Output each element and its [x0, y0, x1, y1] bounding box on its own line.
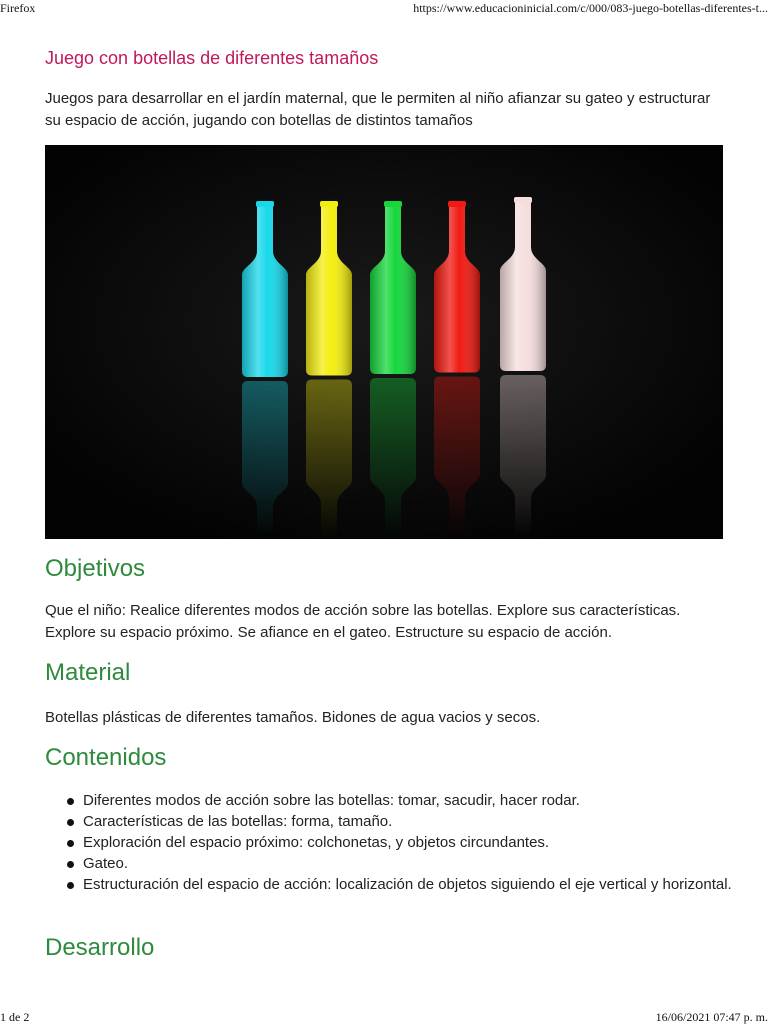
article-title: Juego con botellas de diferentes tamaños	[45, 48, 379, 68]
bottles-illustration	[45, 145, 723, 539]
print-header	[0, 1, 768, 17]
list-item: Características de las botellas: forma, tamaño.	[83, 811, 761, 832]
objetivos-text: Que el niño: Realice diferentes modos de acción sobre las botellas. Explore sus características. Explore su espacio próximo. Se afiance en el gateo. Estructure su espacio de acción.	[45, 602, 681, 641]
contenidos-list	[45, 790, 761, 895]
material-text: Botellas plásticas de diferentes tamaños. Bidones de agua vacios y secos.	[45, 709, 541, 726]
page-url: https://www.educacioninicial.com/c/000/083-juego-botellas-diferentes-t...	[413, 1, 768, 15]
list-item: Estructuración del espacio de acción: localización de objetos siguiendo el eje vertical y horizontal.	[83, 874, 761, 895]
list-item: Diferentes modos de acción sobre las botellas: tomar, sacudir, hacer rodar.	[83, 790, 761, 811]
browser-name: Firefox	[0, 1, 36, 15]
contenidos-heading: Contenidos	[45, 744, 167, 771]
print-datetime: 16/06/2021 07:47 p. m.	[655, 1010, 768, 1024]
material-heading: Material	[45, 659, 131, 686]
list-item: Exploración del espacio próximo: colchonetas, y objetos circundantes.	[83, 832, 761, 853]
list-item: Gateo.	[83, 853, 761, 874]
bottles-photo	[45, 145, 723, 539]
desarrollo-heading: Desarrollo	[45, 934, 155, 961]
article-intro: Juegos para desarrollar en el jardín maternal, que le permiten al niño afianzar su gateo y estructurar su espacio de acción, jugando con botellas de distintos tamaños	[45, 90, 711, 129]
page-number: 1 de 2	[0, 1010, 30, 1024]
objetivos-heading: Objetivos	[45, 555, 146, 582]
